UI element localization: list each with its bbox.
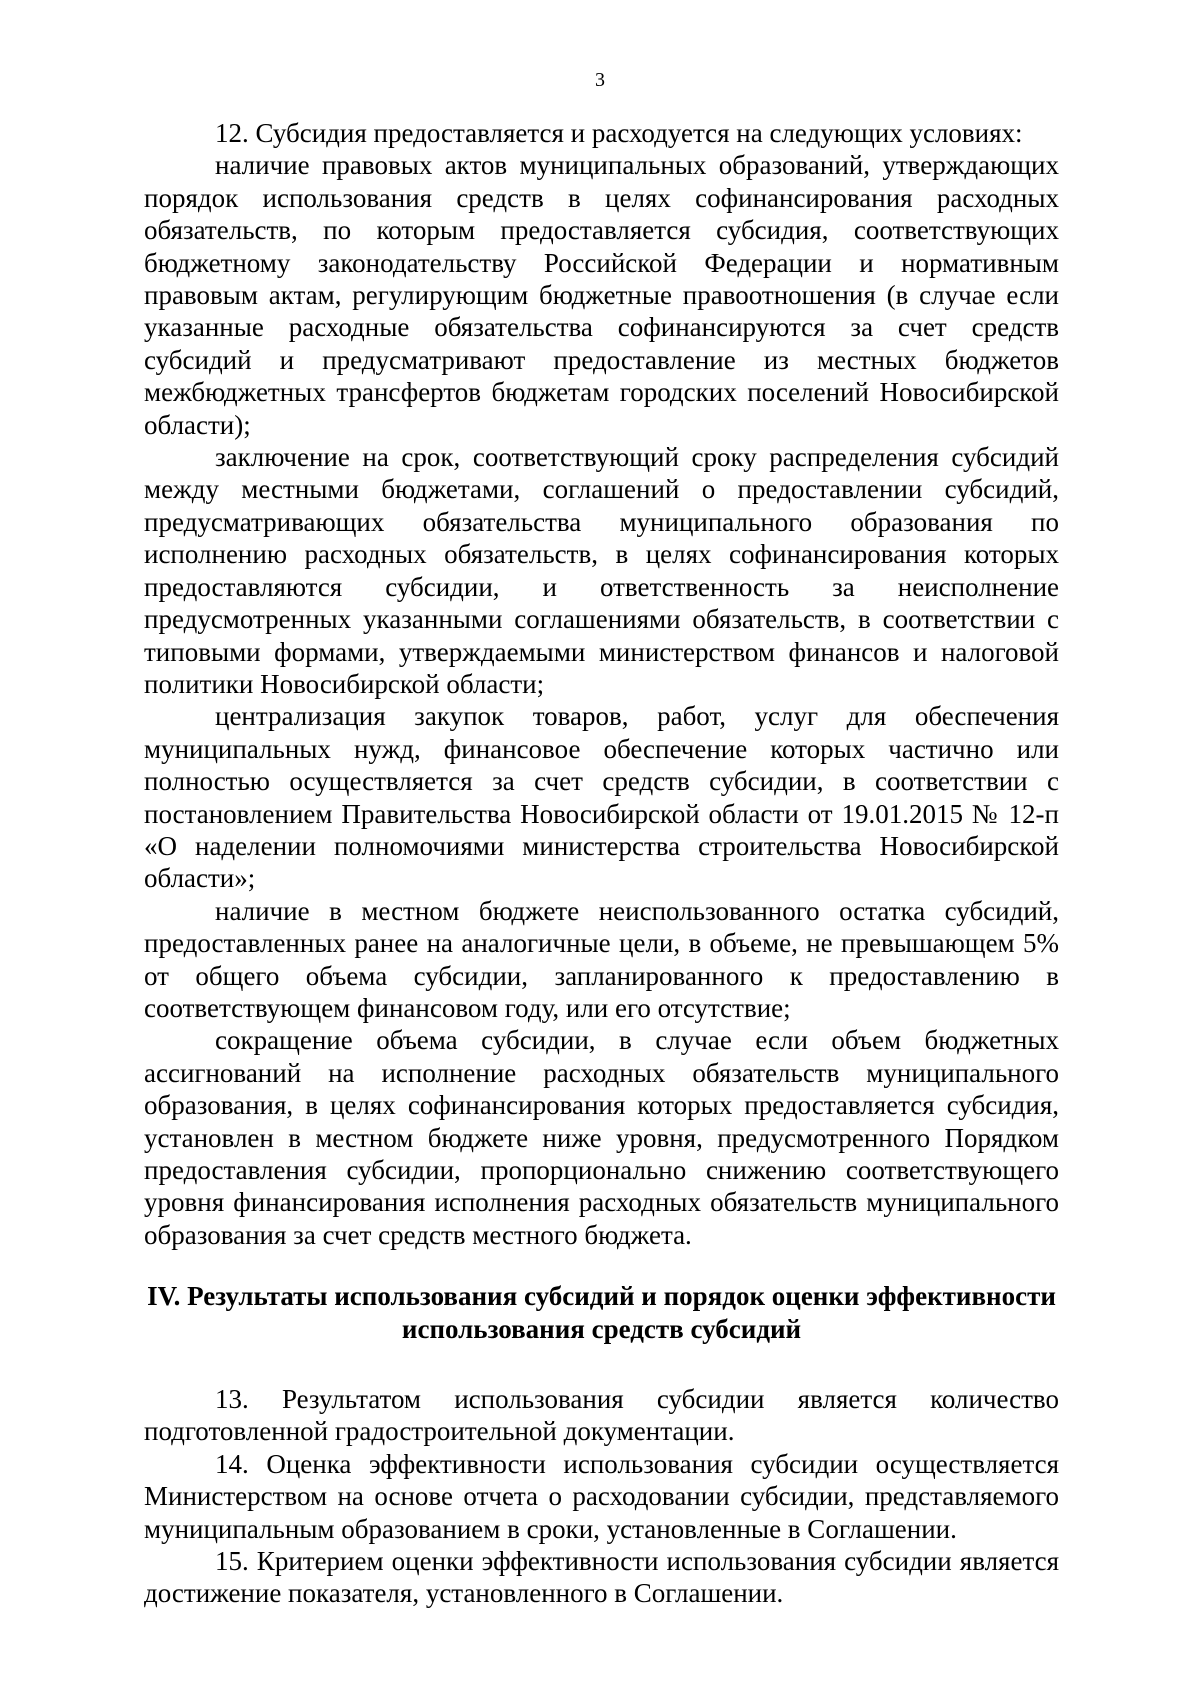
paragraph-centralization: централизация закупок товаров, работ, услуг для обеспечения муниципальных нужд, финансовое обеспечение которых частично или полностью осуществляется за счет средств субсидии, в соответствии с постановлением Правительства Новосибирской области от 19.01.2015 № 12-п «О наделении полномочиями министерства строительства Новосибирской области»; bbox=[144, 701, 1059, 894]
section-heading-line-1: IV. Результаты использования субсидий и порядок оценки эффективности bbox=[147, 1281, 1056, 1312]
paragraph-13-result: 13. Результатом использования субсидии является количество подготовленной градостроительной документации. bbox=[144, 1384, 1059, 1447]
page-number: 3 bbox=[595, 69, 605, 91]
paragraph-reduction: сокращение объема субсидии, в случае если объем бюджетных ассигнований на исполнение расходных обязательств муниципального образования, в целях софинансирования которых предоставляется субсидия, установлен в местном бюджете ниже уровня, предусмотренного Порядком предоставления субсидии, пропорционально снижению соответствующего уровня финансирования исполнения расходных обязательств муниципального образования за счет средств местного бюджета. bbox=[144, 1025, 1059, 1250]
document-body bbox=[144, 117, 1059, 1610]
section-heading-line-2: использования средств субсидий bbox=[401, 1313, 802, 1344]
section-heading bbox=[144, 1280, 1059, 1345]
paragraph-legal-acts: наличие правовых актов муниципальных образований, утверждающих порядок использования средств в целях софинансирования расходных обязательств, по которым предоставляется субсидия, соответствующих бюджетному законодательству Российской Федерации и нормативным правовым актам, регулирующим бюджетные правоотношения (в случае если указанные расходные обязательства софинансируются за счет средств субсидий и предусматривают предоставление из местных бюджетов межбюджетных трансфертов бюджетам городских поселений Новосибирской области); bbox=[144, 150, 1059, 440]
paragraph-14-evaluation: 14. Оценка эффективности использования субсидии осуществляется Министерством на основе отчета о расходовании субсидии, представляемого муниципальным образованием в сроки, установленные в Соглашении. bbox=[144, 1448, 1059, 1544]
paragraph-unused-balance: наличие в местном бюджете неиспользованного остатка субсидий, предоставленных ранее на аналогичные цели, в объеме, не превышающем 5% от общего объема субсидии, запланированного к предоставлению в соответствующем финансовом году, или его отсутствие; bbox=[144, 895, 1059, 1023]
paragraph-15-criterion: 15. Критерием оценки эффективности использования субсидии является достижение показателя, установленного в Соглашении. bbox=[144, 1546, 1059, 1609]
paragraph-agreement: заключение на срок, соответствующий сроку распределения субсидий между местными бюджетами, соглашений о предоставлении субсидий, предусматривающих обязательства муниципального образования по исполнению расходных обязательств, в целях софинансирования которых предоставляются субсидии, и ответственность за неисполнение предусмотренных указанными соглашениями обязательств, в соответствии с типовыми формами, утверждаемыми министерством финансов и налоговой политики Новосибирской области; bbox=[144, 442, 1059, 699]
paragraph-12-conditions: 12. Субсидия предоставляется и расходуется на следующих условиях: bbox=[215, 118, 1023, 148]
